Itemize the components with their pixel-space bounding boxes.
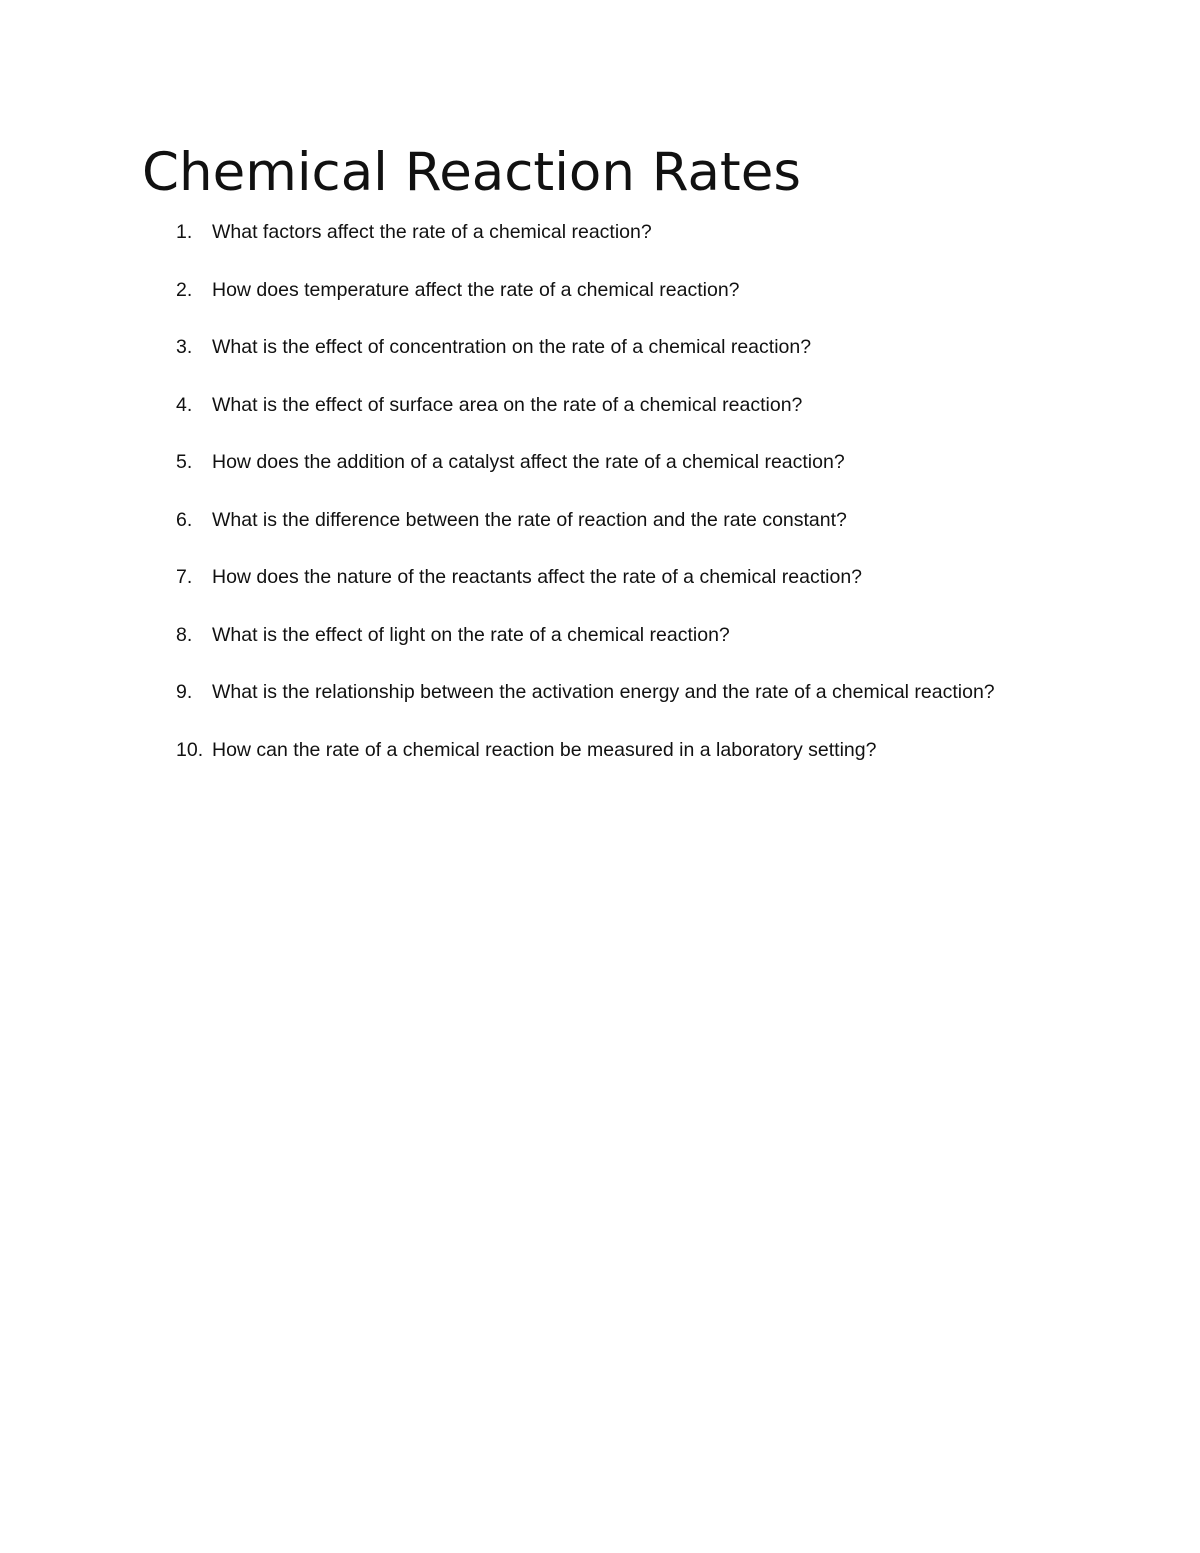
question-item: [142, 549, 1042, 607]
question-number-label: 9.: [176, 681, 193, 703]
question-text: What is the effect of surface area on the rate of a chemical reaction?: [212, 393, 803, 416]
question-text: How does the nature of the reactants affect the rate of a chemical reaction?: [212, 566, 863, 588]
question-item: [142, 262, 1042, 320]
question-number: [142, 204, 212, 262]
question-text: How can the rate of a chemical reaction be measured in a laboratory setting?: [212, 738, 877, 761]
question-number: [142, 377, 212, 435]
question-item: [142, 607, 1042, 665]
question-number: [142, 549, 212, 607]
question-text: What is the difference between the rate of reaction and the rate constant?: [212, 508, 847, 531]
question-text: What is the effect of light on the rate of a chemical reaction?: [212, 623, 730, 646]
question-text: How does temperature affect the rate of a chemical reaction?: [212, 278, 740, 301]
question-list: [142, 204, 1042, 779]
question-text: How does the addition of a catalyst affect the rate of a chemical reaction?: [212, 451, 845, 473]
question-text: What factors affect the rate of a chemical reaction?: [212, 221, 652, 243]
question-number: [142, 492, 212, 550]
question-item: [142, 377, 1042, 435]
question-number: [142, 434, 212, 492]
question-number-label: 4.: [176, 393, 193, 416]
question-text: What is the effect of concentration on the rate of a chemical reaction?: [212, 336, 812, 358]
question-number-label: 1.: [176, 221, 193, 243]
question-item: [142, 434, 1042, 492]
question-number-label: 2.: [176, 278, 193, 301]
question-item: [142, 204, 1042, 262]
question-number-label: 10.: [176, 738, 204, 761]
question-number: [142, 319, 212, 377]
question-number: [142, 664, 212, 722]
document-title: Chemical Reaction Rates: [142, 142, 801, 203]
question-number: [142, 262, 212, 320]
question-item: [142, 319, 1042, 377]
question-number-label: 7.: [176, 566, 193, 588]
question-number-label: 3.: [176, 336, 193, 358]
question-item: [142, 722, 1042, 780]
question-text: What is the relationship between the activation energy and the rate of a chemical reaction?: [212, 681, 995, 703]
question-number: [142, 607, 212, 665]
question-number-label: 6.: [176, 508, 193, 531]
question-number-label: 8.: [176, 623, 193, 646]
question-number: [142, 722, 212, 780]
question-item: [142, 664, 1042, 722]
question-number-label: 5.: [176, 451, 193, 473]
question-item: [142, 492, 1042, 550]
